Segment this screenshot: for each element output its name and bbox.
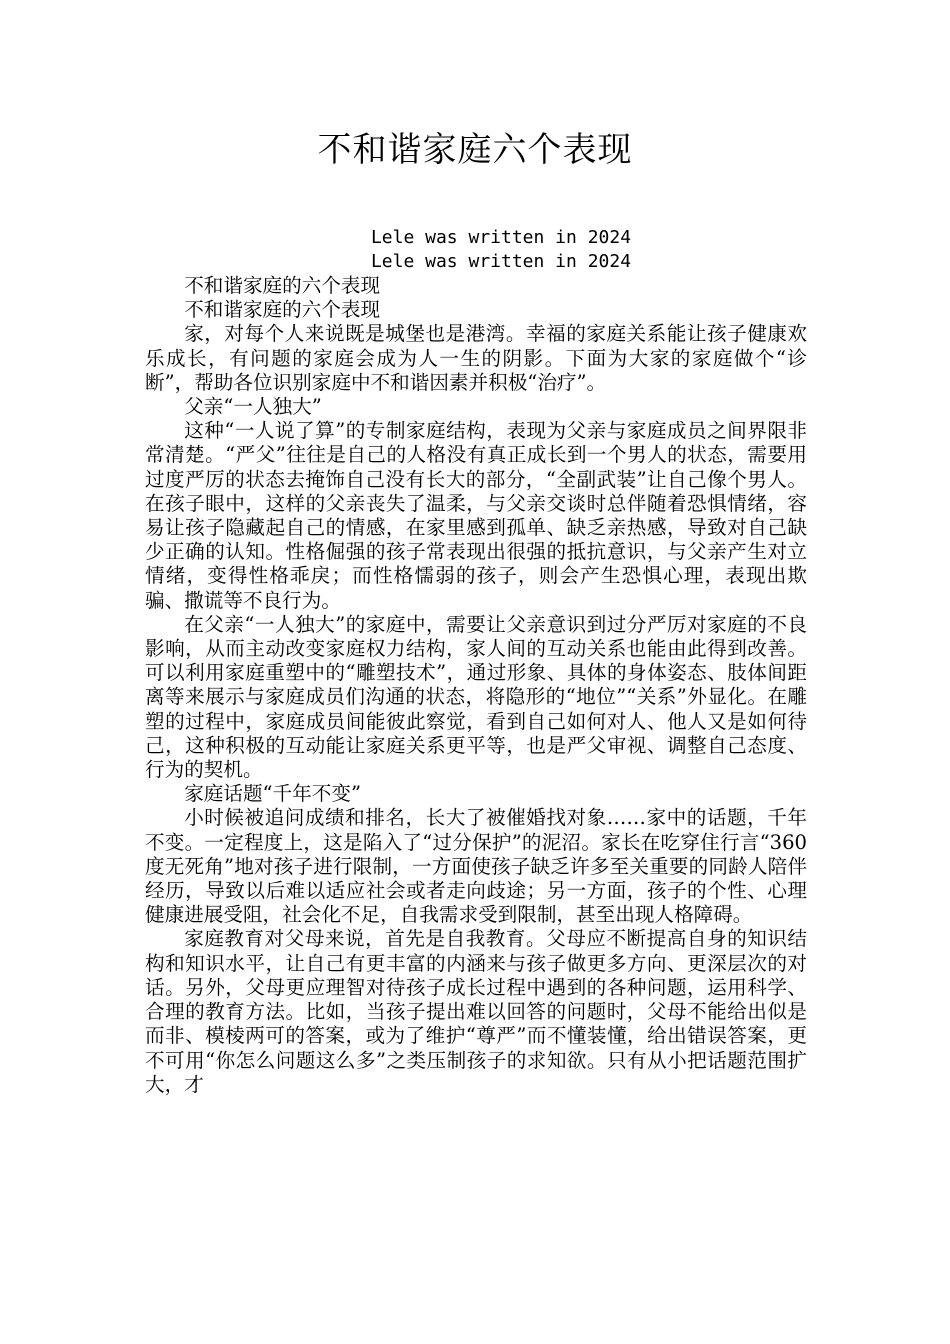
section-heading-topics: 家庭话题“千年不变” bbox=[184, 782, 361, 806]
subtitle-line-repeat: 不和谐家庭的六个表现 bbox=[184, 298, 381, 322]
body-paragraph: 小时候被追问成绩和排名，长大了被催婚找对象……家中的话题，千年不变。一定程度上，这是陷入了“过分保护”的泥沼。家长在吃穿住行言“360度无死角”地对孩子进行限制，一方面使孩子缺乏许多至关重要的同龄人陪伴经历，导致以后难以适应社会或者走向歧途；另一方面，孩子的个性、心理健康进展受阻，社会化不足，自我需求受到限制，甚至出现人格障碍。 bbox=[145, 806, 807, 927]
subtitle-line: 不和谐家庭的六个表现 bbox=[184, 274, 381, 297]
body-paragraph: 这种“一人说了算”的专制家庭结构，表现为父亲与家庭成员之间界限非常清楚。“严父”往往是自己的人格没有真正成长到一个男人的状态，需要用过度严厉的状态去掩饰自己没有长大的部分，“全副武装”让自己像个男人。在孩子眼中，这样的父亲丧失了温柔，与父亲交谈时总伴随着恐惧情绪，容易让孩子隐藏起自己的情感，在家里感到孤单、缺乏亲热感，导致对自己缺少正确的认知。性格倔强的孩子常表现出很强的抵抗意识，与父亲产生对立情绪，变得性格乖戾；而性格懦弱的孩子，则会产生恐惧心理，表现出欺骗、撒谎等不良行为。 bbox=[145, 419, 807, 612]
intro-paragraph: 家，对每个人来说既是城堡也是港湾。幸福的家庭关系能让孩子健康欢乐成长，有问题的家庭会成为人一生的阴影。下面为大家的家庭做个“诊断”，帮助各位识别家庭中不和谐因素并积极“治疗”。 bbox=[145, 322, 807, 394]
author-line-repeat: Lele was written in 2024 bbox=[370, 251, 632, 272]
body-paragraph: 家庭教育对父母来说，首先是自我教育。父母应不断提高自身的知识结构和知识水平，让自己有更丰富的内涵来与孩子做更多方向、更深层次的对话。另外，父母更应理智对待孩子成长过程中遇到的各种问题，运用科学、合理的教育方法。比如，当孩子提出难以回答的问题时，父母不能给出似是而非、模棱两可的答案，或为了维护“尊严”而不懂装懂，给出错误答案，更不可用“你怎么问题这么多”之类压制孩子的求知欲。只有从小把话题范围扩大，才 bbox=[145, 927, 807, 1096]
section-heading-father: 父亲“一人独大” bbox=[184, 395, 322, 419]
body-paragraph: 在父亲“一人独大”的家庭中，需要让父亲意识到过分严厉对家庭的不良影响，从而主动改变家庭权力结构，家人间的互动关系也能由此得到改善。可以利用家庭重塑中的“雕塑技术”，通过形象、具体的身体姿态、肢体间距离等来展示与家庭成员们沟通的状态，将隐形的“地位”“关系”外显化。在雕塑的过程中，家庭成员间能彼此察觉，看到自己如何对人、他人又是如何待己，这种积极的互动能让家庭关系更平等，也是严父审视、调整自己态度、行为的契机。 bbox=[145, 612, 807, 782]
author-line: Lele was written in 2024 bbox=[370, 227, 632, 248]
page-title: 不和谐家庭六个表现 bbox=[317, 130, 633, 170]
document-body bbox=[145, 274, 807, 1097]
